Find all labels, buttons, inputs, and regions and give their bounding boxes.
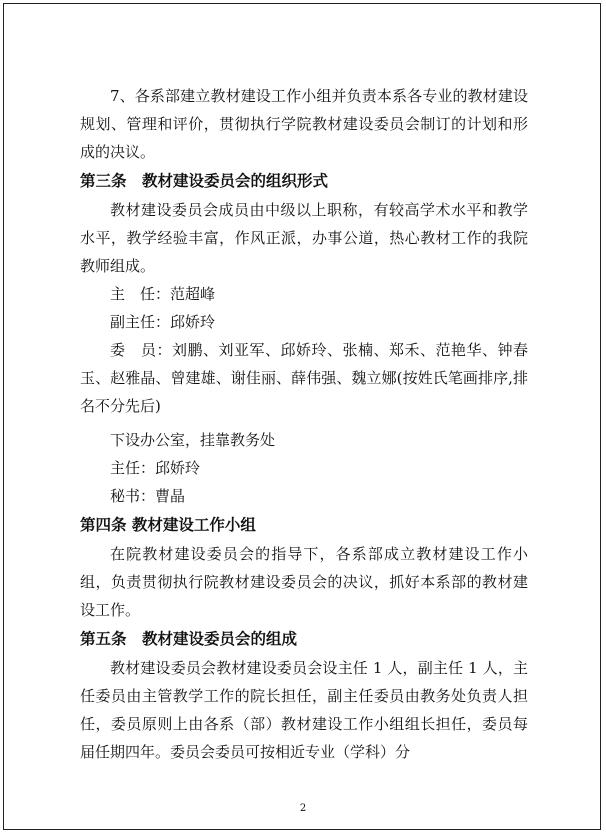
clause-7: 7、各系部建立教材建设工作小组并负责本系各专业的教材建设规划、管理和评价，贯彻执行学院教材建设委员会制订的计划和形成的决议。 (80, 87, 528, 161)
secretary-label: 秘书： (110, 487, 156, 505)
office-director-label: 主任： (110, 459, 156, 477)
article-3-body: 教材建设委员会成员由中级以上职称，有较高学术水平和教学水平，教学经验丰富，作风正派，办事公道，热心教材工作的我院教师组成。 (80, 201, 528, 275)
secretary-line (80, 482, 528, 510)
vice-director-line (80, 308, 528, 336)
article-5-heading: 第五条 教材建设委员会的组成 (80, 630, 298, 648)
members-line (80, 336, 528, 420)
vice-director-label: 副主任： (110, 313, 171, 331)
document-body (80, 82, 528, 766)
secretary-name: 曹晶 (155, 487, 186, 505)
director-label: 主 任： (110, 285, 171, 303)
page-number: 2 (299, 803, 307, 814)
office-director-line (80, 454, 528, 482)
members-list: 刘鹏、刘亚军、邱娇玲、张楠、郑禾、范艳华、钟春玉、赵雅晶、曾建雄、谢佳丽、薛伟强、魏立娜(按姓氏笔画排序,排名不分先后) (80, 341, 528, 415)
article-5-body: 教材建设委员会教材建设委员会设主任 1 人，副主任 1 人，主任委员由主管教学工作的院长担任，副主任委员由教务处负责人担任，委员原则上由各系（部）教材建设工作小组组长担任，委员每届任期四年。委员会委员可按相近专业（学科）分 (80, 659, 528, 761)
office-director-name: 邱娇玲 (155, 459, 201, 477)
members-label: 委 员： (110, 341, 172, 359)
vice-director-name: 邱娇玲 (170, 313, 216, 331)
article-4-body: 在院教材建设委员会的指导下，各系部成立教材建设工作小组，负责贯彻执行院教材建设委员会的决议，抓好本系部的教材建设工作。 (80, 545, 528, 619)
director-line (80, 280, 528, 308)
director-name: 范超峰 (170, 285, 216, 303)
article-3-heading: 第三条 教材建设委员会的组织形式 (80, 172, 329, 190)
office-line: 下设办公室，挂靠教务处 (110, 431, 276, 449)
article-4-heading: 第四条 教材建设工作小组 (80, 516, 256, 534)
